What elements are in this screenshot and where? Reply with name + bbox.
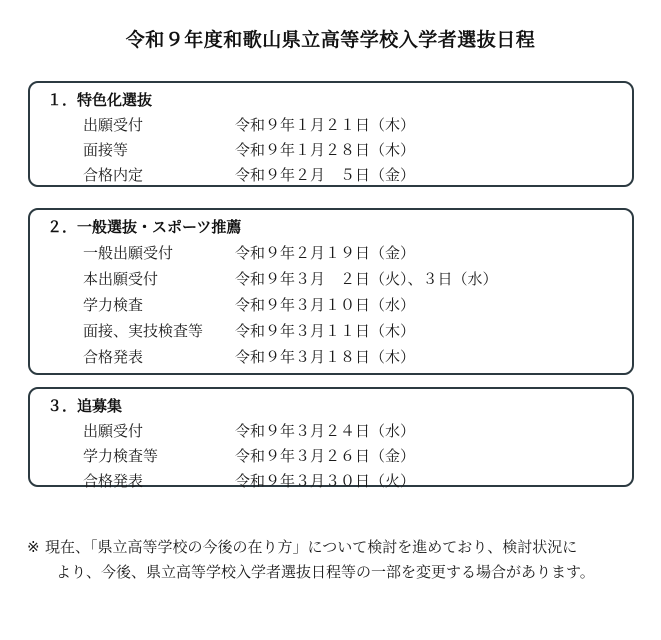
row-label: 面接等 [83, 143, 129, 159]
row-label: 学力検査等 [83, 449, 159, 465]
section-additional-recruitment [28, 387, 634, 490]
schedule-row [83, 319, 632, 345]
schedule-row [83, 241, 632, 267]
row-date: 令和９年１月２１日（木） [235, 118, 416, 134]
row-date: 令和９年３月３０日（火） [235, 474, 416, 490]
footnote-reference-mark: ※ [27, 540, 40, 556]
row-label: 学力検査 [83, 298, 144, 314]
row-label: 合格発表 [83, 474, 144, 490]
schedule-row [83, 267, 632, 293]
row-date: 令和９年２月１９日（金） [235, 246, 416, 262]
row-label: 一般出願受付 [83, 246, 174, 262]
row-date: 令和９年３月２４日（水） [235, 424, 416, 440]
schedule-row [83, 293, 632, 319]
footnote [27, 536, 641, 586]
row-date: 令和９年２月 ５日（金） [235, 168, 416, 184]
schedule-row [83, 345, 632, 371]
section-general-selection-sports-recommendation [28, 208, 634, 375]
row-label: 出願受付 [83, 424, 144, 440]
section-heading: ３．追募集 [47, 398, 123, 415]
schedule-row [83, 114, 632, 139]
footnote-line1: 現在、「県立高等学校の今後の在り方」について検討を進めており、検討状況に [45, 540, 578, 556]
footnote-line2: より、今後、県立高等学校入学者選抜日程等の一部を変更する場合があります。 [56, 565, 595, 581]
section-featured-selection [28, 81, 634, 187]
schedule-row [83, 164, 632, 189]
schedule-row [83, 420, 632, 445]
row-label: 面接、実技検査等 [83, 324, 204, 340]
section-heading: ２．一般選抜・スポーツ推薦 [47, 219, 242, 236]
row-date: 令和９年３月１０日（水） [235, 298, 416, 314]
row-date: 令和９年３月２６日（金） [235, 449, 416, 465]
row-label: 本出願受付 [83, 272, 159, 288]
row-label: 合格内定 [83, 168, 144, 184]
schedule-row [83, 470, 632, 495]
row-date: 令和９年３月１８日（木） [235, 350, 416, 366]
schedule-row [83, 445, 632, 470]
schedule-row [83, 139, 632, 164]
row-date: 令和９年３月１１日（木） [235, 324, 416, 340]
section-heading: １．特色化選抜 [47, 92, 153, 109]
row-label: 合格発表 [83, 350, 144, 366]
row-label: 出願受付 [83, 118, 144, 134]
page-title: 令和９年度和歌山県立高等学校入学者選抜日程 [125, 30, 536, 51]
footnote-text [45, 536, 641, 586]
row-date: 令和９年１月２８日（木） [235, 143, 416, 159]
row-date: 令和９年３月 ２日（火）、３日（水） [235, 272, 498, 288]
